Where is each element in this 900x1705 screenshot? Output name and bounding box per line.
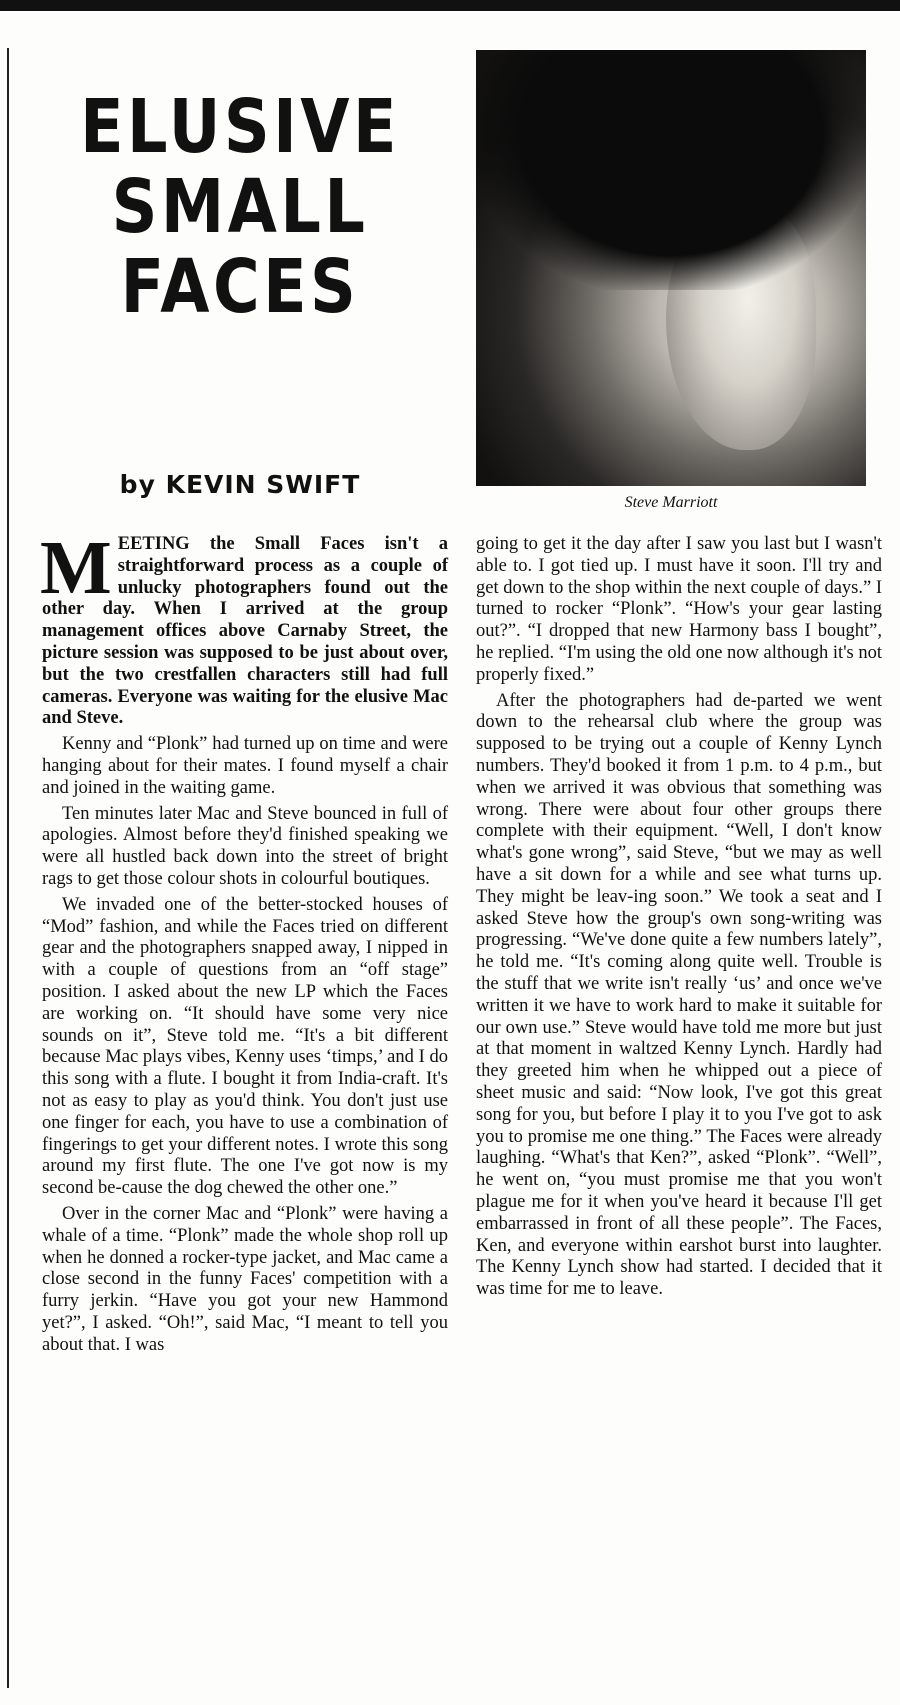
article-column-right [476, 534, 882, 1301]
headline-line-2: SMALL [111, 163, 369, 250]
paragraph: Kenny and “Plonk” had turned up on time and were hanging about for their mates. I found myself a chair and joined in the waiting game. [42, 734, 448, 798]
left-column-rule [7, 48, 9, 1688]
article-column-left [40, 526, 448, 1356]
paragraph: Over in the corner Mac and “Plonk” were having a whale of a time. “Plonk” made the whole shop roll up when he donned a rocker-type jacket, and Mac came a close second in the funny Faces' competition with a furry jerkin. “Have you got your new Hammond yet?”, I asked. “Oh!”, said Mac, “I meant to tell you about that. I was [42, 1203, 448, 1355]
photo-caption: Steve Marriott [624, 494, 718, 511]
top-rule [0, 0, 900, 11]
lead-text: EETING the Small Faces isn't a straightforward process as a couple of unlucky photographers found out the other day. When I arrived at the group management offices above Carnaby Street, the picture session was supposed to be just about over, but the two crestfallen characters still had full cameras. Everyone was waiting for the elusive Mac and Steve. [42, 534, 448, 729]
byline: by KEVIN SWIFT [119, 470, 361, 499]
headline-line-1: ELUSIVE [80, 84, 400, 170]
headline-line-3: FACES [120, 243, 360, 330]
paragraph: Ten minutes later Mac and Steve bounced in full of apologies. Almost before they'd finished speaking we were all hustled back down into the street of bright rags to get those colour shots in colourful boutiques. [42, 803, 448, 889]
headline [20, 84, 460, 330]
paragraph: After the photographers had de-parted we went down to the rehearsal club where the group was supposed to be trying out a couple of Kenny Lynch numbers. They'd booked it from 1 p.m. to 4 p.m., but when we arrived it was obvious that something was wrong. There were about four other groups there complete with their equipment. “Well, I don't know what's gone wrong”, said Steve, “but we may as well have a sit down for a while and see what turns up. They might be leav-ing soon.” We took a seat and I asked Steve how the group's own song-writing was progressing. “We've done quite a few numbers lately”, he told me. “It's coming along quite well. Trouble is the stuff that we write isn't really ‘us’ and once we've written it we have to work hard to make it suitable for our own use.” Steve would have told me more but just at that moment in waltzed Kenny Lynch. Hardly had they greeted him when he whipped out a piece of sheet music and said: “Now look, I've got this great song for you, but before I play it to you I've got to ask you to promise me one thing.” The Faces were already laughing. “What's that Ken?”, asked “Plonk”. “Well”, he went on, “you must promise me that you won't plague me for it when you've heard it because I'll get embarrassed in front of all these people”. The Faces, Ken, and everyone within earshot burst into laughter. The Kenny Lynch show had started. I decided that it was time for me to leave. [476, 690, 882, 1300]
portrait-hair [476, 50, 866, 290]
paragraph: We invaded one of the better-stocked houses of “Mod” fashion, and while the Faces tried on different gear and the photographers snapped away, I nipped in with a couple of questions from an “off stage” position. I asked about the new LP which the Faces are working on. “It should have some very nice sounds on it”, Steve told me. “It's a bit different because Mac plays vibes, Kenny uses ‘timps,’ and I do this song with a flute. I bought it from India-craft. It's not as easy to play as you'd think. You don't just use one finger for each, you have to use a combination of fingerings to get your different notes. I wrote this song around my first flute. The one I've got now is my second be-cause the dog chewed the other one.” [42, 894, 448, 1199]
portrait-photo [476, 50, 866, 486]
drop-cap: M [40, 526, 112, 610]
paragraph-continued: going to get it the day after I saw you last but I wasn't able to. I got tied up. I must have it soon. I'll try and get down to the shop within the next couple of days.” I turned to rocker “Plonk”. “How's your gear lasting out?”. “I dropped that new Harmony bass I bought”, he replied. “I'm using the old one now although it's not properly fixed.” [476, 534, 882, 685]
lead-paragraph [40, 526, 448, 730]
